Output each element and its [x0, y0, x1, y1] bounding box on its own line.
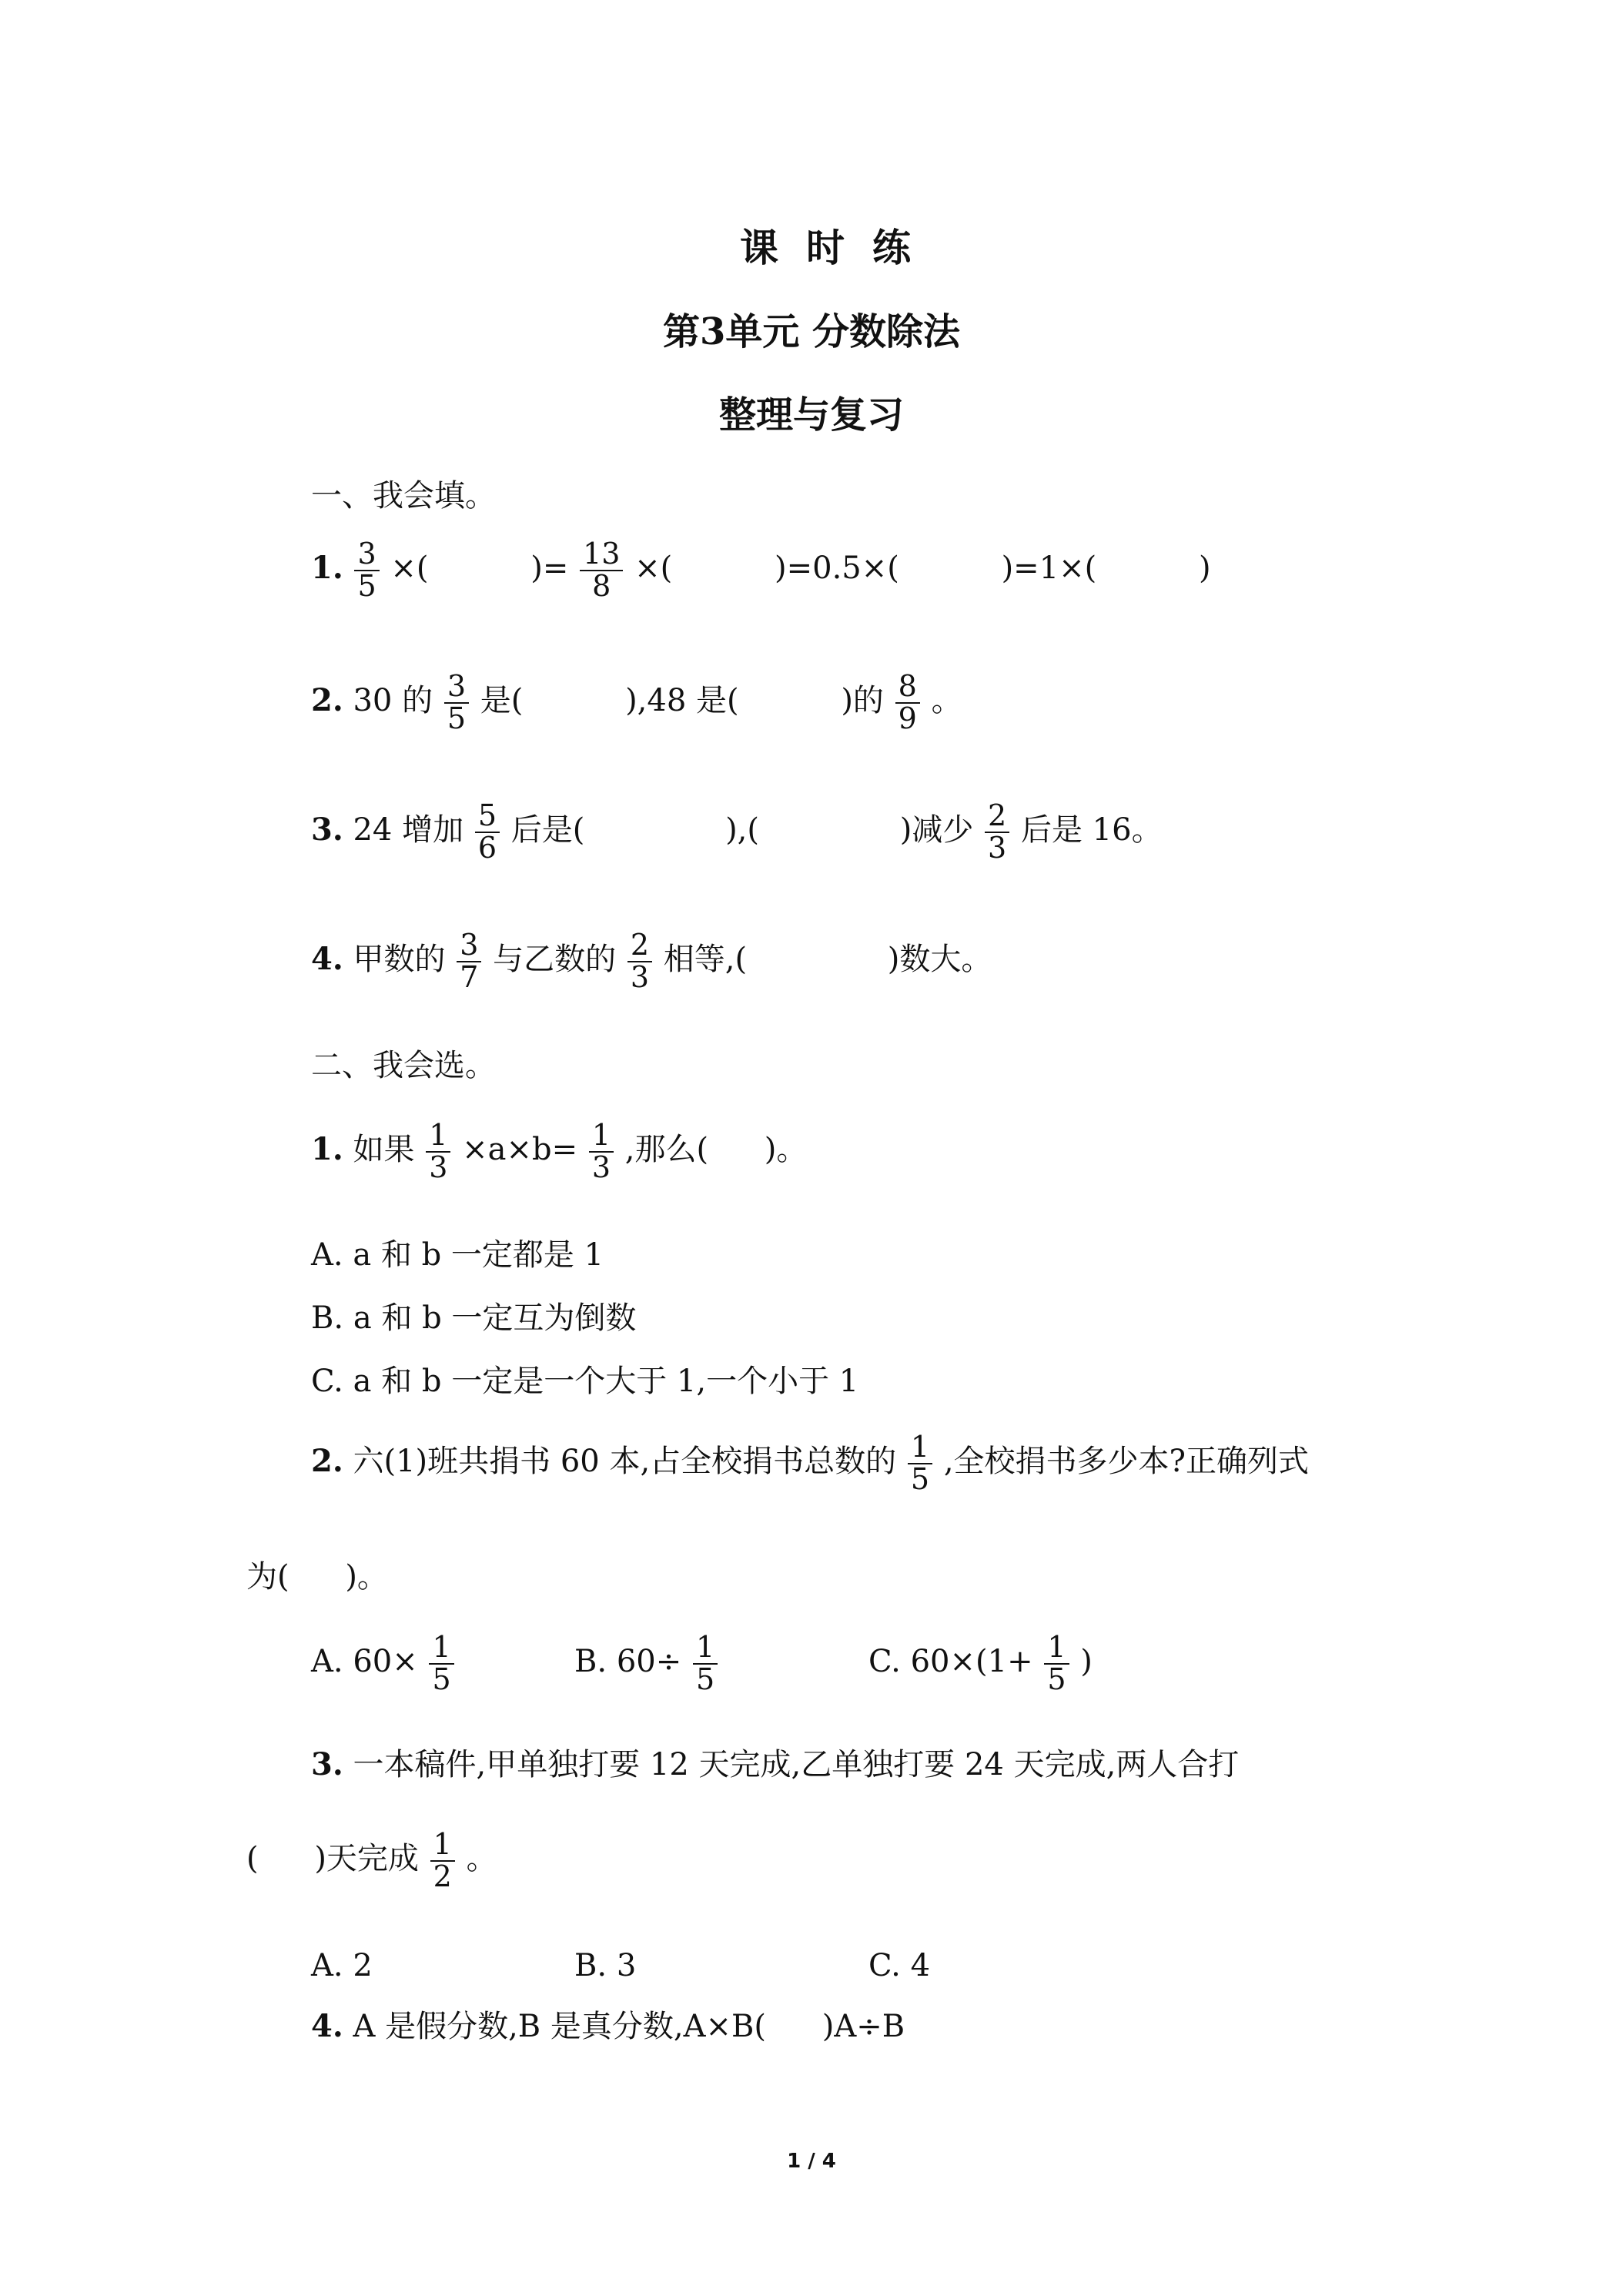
- question-number: 4.: [311, 940, 343, 977]
- fraction: $\frac{2}{3}$: [985, 801, 1009, 864]
- fill-question-1: 1. $\frac{3}{5}$ ×( )= $\frac{13}{8}$ ×( )=0.5×( )=1×( ): [311, 537, 1211, 603]
- question-number: 1.: [311, 549, 343, 586]
- fraction: $\frac{1}{5}$: [908, 1432, 932, 1495]
- page-number: 1 / 4: [787, 2150, 836, 2173]
- page-title: 课时练: [740, 225, 939, 270]
- fraction: $\frac{5}{6}$: [475, 801, 500, 864]
- choice-question-1: 1. 如果 $\frac{1}{3}$ ×a×b= $\frac{1}{3}$ ,那么( )。: [311, 1118, 808, 1184]
- section-heading-choice: 二、我会选。: [311, 1048, 496, 1083]
- choice-question-2-cont: 为( )。: [246, 1559, 388, 1595]
- fraction: $\frac{3}{5}$: [354, 539, 379, 602]
- question-number: 2.: [311, 681, 343, 718]
- fraction: $\frac{1}{5}$: [693, 1632, 718, 1695]
- choice-question-3: 3. 一本稿件,甲单独打要 12 天完成,乙单独打要 24 天完成,两人合打: [311, 1746, 1240, 1782]
- choice-question-4: 4. A 是假分数,B 是真分数,A×B( )A÷B: [311, 2008, 905, 2044]
- choice-question-2: 2. 六(1)班共捐书 60 本,占全校捐书总数的 $\frac{1}{5}$ ,全校捐书多少本?正确列式: [311, 1430, 1309, 1496]
- fill-question-3: 3. 24 增加 $\frac{5}{6}$ 后是( ),( )减少 $\frac{2}{3}$ 后是 16。: [311, 798, 1163, 865]
- question-number: 2.: [311, 1442, 343, 1479]
- lesson-title: 整理与复习: [718, 393, 904, 437]
- option-a[interactable]: A. 60× $\frac{1}{5}$: [311, 1632, 456, 1695]
- fill-question-4: 4. 甲数的 $\frac{3}{7}$ 与乙数的 $\frac{2}{3}$ 相等,( )数大。: [311, 928, 992, 994]
- fraction: $\frac{8}{9}$: [895, 671, 920, 735]
- choice-question-3-cont: ( )天完成 $\frac{1}{2}$ 。: [246, 1827, 497, 1893]
- question-number: 3.: [311, 811, 343, 848]
- fraction: $\frac{13}{8}$: [580, 539, 623, 602]
- question-number: 3.: [311, 1746, 343, 1782]
- option-b[interactable]: B. 60÷ $\frac{1}{5}$: [574, 1632, 719, 1695]
- option-a[interactable]: A. a 和 b 一定都是 1: [311, 1237, 604, 1273]
- section-heading-fill: 一、我会填。: [311, 478, 496, 514]
- question-number: 4.: [311, 2008, 343, 2044]
- option-b[interactable]: B. a 和 b 一定互为倒数: [311, 1300, 637, 1336]
- fraction: $\frac{3}{5}$: [444, 671, 469, 735]
- fraction: $\frac{1}{3}$: [426, 1120, 450, 1183]
- fill-question-2: 2. 30 的 $\frac{3}{5}$ 是( ),48 是( )的 $\frac{8}{9}$ 。: [311, 669, 962, 735]
- option-b[interactable]: B. 3: [574, 1948, 637, 1983]
- option-c[interactable]: C. a 和 b 一定是一个大于 1,一个小于 1: [311, 1364, 859, 1399]
- fraction: $\frac{1}{5}$: [1044, 1632, 1069, 1695]
- fraction: $\frac{2}{3}$: [627, 930, 652, 993]
- fraction: $\frac{1}{2}$: [430, 1829, 455, 1893]
- option-c[interactable]: C. 60×(1+ $\frac{1}{5}$ ): [868, 1630, 1093, 1696]
- option-c[interactable]: C. 4: [868, 1948, 931, 1983]
- fraction: $\frac{1}{5}$: [429, 1632, 453, 1695]
- fraction: $\frac{1}{3}$: [589, 1120, 614, 1183]
- question-number: 1.: [311, 1130, 343, 1167]
- option-a[interactable]: A. 2: [311, 1948, 373, 1983]
- fraction: $\frac{3}{7}$: [457, 930, 481, 993]
- unit-title: 第3单元 分数除法: [662, 310, 961, 353]
